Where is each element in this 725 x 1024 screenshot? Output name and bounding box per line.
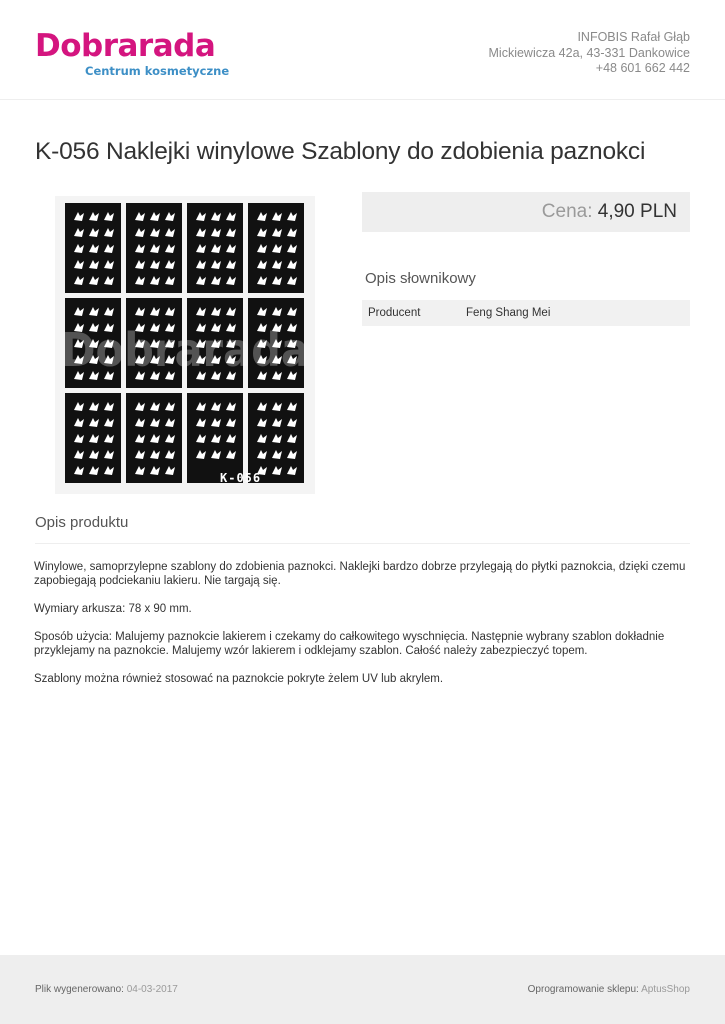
attribute-value: Feng Shang Mei — [466, 307, 551, 319]
document-header — [0, 0, 725, 100]
price-label: Cena: — [541, 201, 593, 222]
generated-info — [35, 984, 178, 995]
logo — [35, 28, 229, 78]
attribute-row — [362, 300, 690, 326]
description-paragraph: Wymiary arkusza: 78 x 90 mm. — [34, 603, 192, 615]
description-body — [34, 560, 694, 700]
logo-name: Dobrarada — [35, 28, 216, 64]
company-phone: +48 601 662 442 — [595, 61, 690, 75]
company-address: Mickiewicza 42a, 43-331 Dankowice — [488, 45, 690, 60]
section-divider — [35, 543, 690, 544]
software-info — [528, 984, 690, 995]
attribute-key: Producent — [368, 307, 421, 319]
company-name: INFOBIS Rafał Głąb — [577, 30, 690, 44]
description-paragraph: Sposób użycia: Malujemy paznokcie lakierem i czekamy do całkowitego wyschnięcia. Następnie wybrany szablon dokładnie przyklejamy na paznokcie. Malujemy wzór lakierem i odklejamy szablon. Całość należy zabezpieczyć topem. — [34, 631, 665, 657]
image-watermark: Dobrarada — [61, 323, 309, 377]
description-paragraph: Szablony można również stosować na paznokcie pokryte żelem UV lub akrylem. — [34, 673, 444, 685]
image-code: K-056 — [220, 471, 262, 485]
generated-date: 04-03-2017 — [126, 984, 178, 995]
logo-tagline: Centrum kosmetyczne — [85, 64, 230, 78]
product-title: K-056 Naklejki winylowe Szablony do zdobienia paznokci — [35, 138, 646, 165]
software-label: Oprogramowanie sklepu: — [527, 984, 639, 995]
description-paragraph: Winylowe, samoprzylepne szablony do zdobienia paznokci. Naklejki bardzo dobrze przylegają do płytki paznokcia, dzięki czemu zapobiegają podciekaniu lakieru. Nie targają się. — [34, 561, 686, 587]
generated-label: Plik wygenerowano: — [35, 984, 124, 995]
software-name: AptusShop — [641, 984, 690, 995]
attributes-heading: Opis słownikowy — [365, 270, 476, 287]
price-value: 4,90 PLN — [597, 201, 677, 222]
price-box — [362, 192, 690, 232]
company-info — [489, 30, 690, 77]
description-heading: Opis produktu — [35, 514, 129, 531]
document-footer — [0, 955, 725, 1024]
product-image — [55, 196, 315, 494]
